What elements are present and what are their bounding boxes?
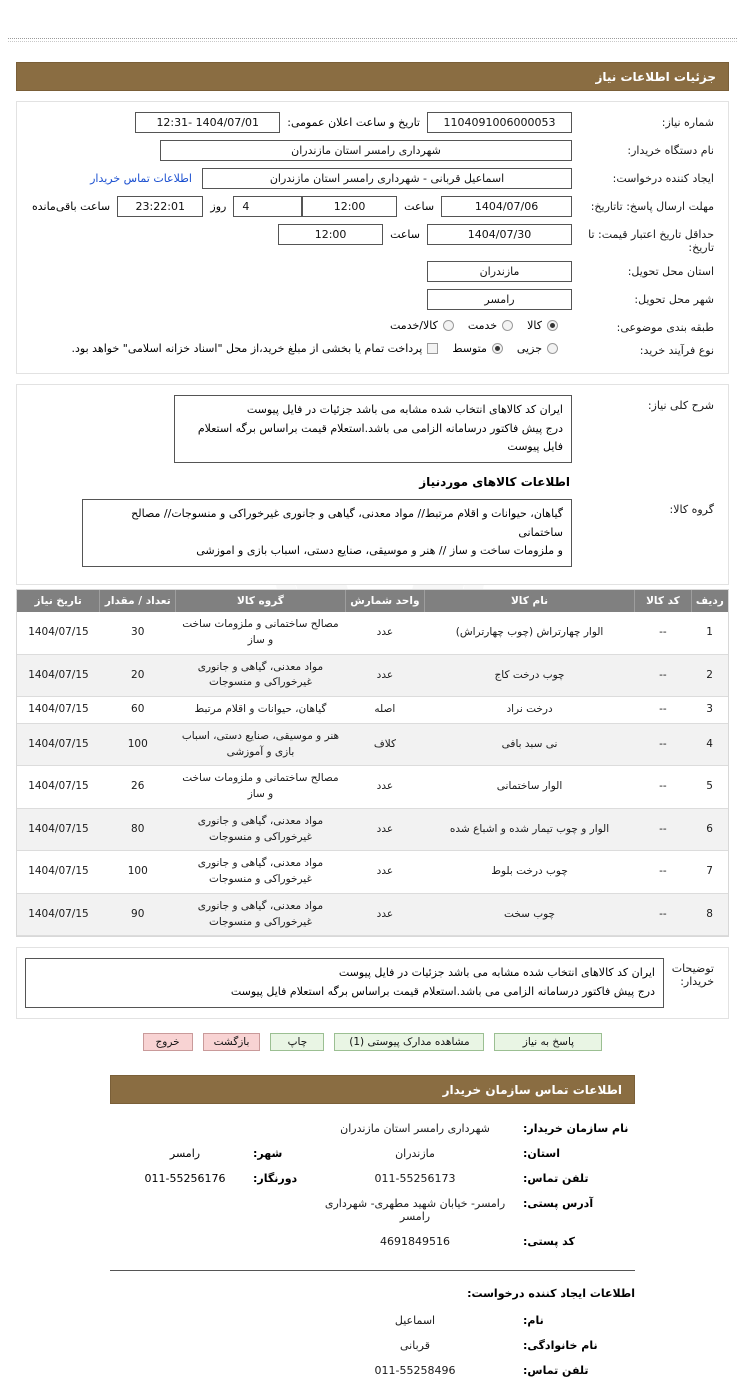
row-purchase-type xyxy=(25,340,720,357)
buyer-notes-line2: درج پیش فاکتور درسامانه الزامی می باشد.استعلام قیمت براساس برگه استعلام فایل پیوست xyxy=(230,985,655,999)
remaining-days-unit: روز xyxy=(210,200,227,213)
contact-row-postal xyxy=(110,1235,635,1248)
classification-option-khedmat[interactable] xyxy=(468,319,513,332)
deadline-hour-label: ساعت xyxy=(404,200,435,213)
cell-name: الوار ساختمانی xyxy=(424,766,634,809)
delivery-city-value: رامسر xyxy=(427,289,572,310)
contact-province-value: مازندران xyxy=(395,1146,435,1160)
table-row xyxy=(17,612,728,654)
column-header-unit: واحد شمارش xyxy=(345,590,424,612)
cell-radif: 5 xyxy=(691,766,728,809)
cell-date: 1404/07/15 xyxy=(17,808,100,851)
creator-info-title: اطلاعات ایجاد کننده درخواست: xyxy=(467,1286,635,1300)
creator-phone-value: 011-55258496 xyxy=(374,1363,456,1377)
cell-code: -- xyxy=(635,654,692,697)
cell-qty: 30 xyxy=(100,612,176,654)
cell-qty: 26 xyxy=(100,766,176,809)
cell-qty: 80 xyxy=(100,808,176,851)
need-number-label: شماره نیاز: xyxy=(661,116,714,129)
cell-radif: 3 xyxy=(691,697,728,724)
row-buyer-notes xyxy=(25,958,720,1007)
classification-option-kala-khedmat-label: کالا/خدمت xyxy=(390,319,438,332)
need-info-panel xyxy=(16,101,729,374)
cell-unit: عدد xyxy=(345,851,424,894)
goods-table xyxy=(17,590,728,936)
cell-radif: 8 xyxy=(691,893,728,936)
row-delivery-city xyxy=(25,289,720,310)
cell-code: -- xyxy=(635,723,692,766)
cell-group: هنر و موسیقی، صنایع دستی، اسباب بازی و آموزشی xyxy=(176,723,346,766)
buyer-contact-link[interactable]: اطلاعات تماس خریدار xyxy=(90,172,192,185)
need-details-header: جزئیات اطلاعات نیاز xyxy=(16,62,729,91)
price-validity-hour-label: ساعت xyxy=(390,228,420,241)
cell-date: 1404/07/15 xyxy=(17,766,100,809)
row-classification xyxy=(25,317,720,334)
delivery-province-value: مازندران xyxy=(427,261,572,282)
contact-fax-value: 011-55256176 xyxy=(144,1171,226,1185)
radio-icon-kala-khedmat[interactable] xyxy=(443,320,454,331)
buyer-notes-label-line2: خریدار: xyxy=(680,975,714,989)
cell-code: -- xyxy=(635,697,692,724)
contact-province-label: استان: xyxy=(523,1146,560,1160)
radio-icon-khedmat[interactable] xyxy=(502,320,513,331)
cell-name: الوار و چوب تیمار شده و اشباع شده xyxy=(424,808,634,851)
row-creator xyxy=(25,168,720,189)
creator-last-name-label: نام خانوادگی: xyxy=(523,1338,598,1352)
purchase-type-option-jozi-label: جزیی xyxy=(516,342,542,355)
cell-radif: 7 xyxy=(691,851,728,894)
announce-datetime-label: تاریخ و ساعت اعلان عمومی: xyxy=(287,116,420,129)
cell-group: مواد معدنی، گیاهی و جانوری غیرخوراکی و منسوجات xyxy=(176,851,346,894)
cell-date: 1404/07/15 xyxy=(17,612,100,654)
remaining-days-value: 4 xyxy=(233,196,302,217)
creator-first-name-label: نام: xyxy=(523,1313,544,1327)
cell-date: 1404/07/15 xyxy=(17,654,100,697)
announce-datetime-value: 1404/07/01 -12:31 xyxy=(135,112,280,133)
treasury-bond-label: پرداخت تمام یا بخشی از مبلغ خرید،از محل "اسناد خزانه اسلامی" خواهد بود. xyxy=(71,342,423,355)
need-description-label: شرح کلی نیاز: xyxy=(647,399,714,412)
cell-unit: عدد xyxy=(345,808,424,851)
cell-name: چوب درخت بلوط xyxy=(424,851,634,894)
cell-code: -- xyxy=(635,766,692,809)
creator-row-first-name xyxy=(110,1314,635,1327)
table-row xyxy=(17,654,728,697)
goods-group-value xyxy=(82,499,572,567)
cell-qty: 100 xyxy=(100,723,176,766)
row-need-description xyxy=(25,395,720,463)
cell-qty: 60 xyxy=(100,697,176,724)
row-goods-group xyxy=(25,499,720,567)
price-validity-time-value: 12:00 xyxy=(278,224,383,245)
delivery-province-label: استان محل تحویل: xyxy=(627,265,714,278)
cell-qty: 20 xyxy=(100,654,176,697)
action-button-3[interactable]: چاپ xyxy=(270,1033,324,1051)
cell-unit: عدد xyxy=(345,612,424,654)
purchase-type-option-motevaset-label: متوسط xyxy=(452,342,487,355)
row-delivery-province xyxy=(25,261,720,282)
goods-table-body xyxy=(17,612,728,936)
classification-option-kala-label: کالا xyxy=(527,319,542,332)
checkbox-icon-treasury-bond[interactable] xyxy=(427,343,438,354)
creator-row-last-name xyxy=(110,1339,635,1352)
contact-address-label: آدرس پستی: xyxy=(523,1196,594,1210)
column-header-code: کد کالا xyxy=(635,590,692,612)
goods-table-header-row xyxy=(17,590,728,612)
column-header-qty: تعداد / مقدار xyxy=(100,590,176,612)
cell-radif: 2 xyxy=(691,654,728,697)
action-button-1[interactable]: پاسخ به نیاز xyxy=(494,1033,602,1051)
creator-last-name-value: قربانی xyxy=(400,1338,430,1352)
creator-phone-label: تلفن تماس: xyxy=(523,1363,589,1377)
cell-name: نی سبد بافی xyxy=(424,723,634,766)
price-validity-label: حداقل تاریخ اعتبار قیمت: تا تاریخ: xyxy=(588,228,714,254)
deadline-time-value: 12:00 xyxy=(302,196,397,217)
creator-row-phone xyxy=(110,1364,635,1377)
price-validity-date-value: 1404/07/30 xyxy=(427,224,572,245)
need-description-value xyxy=(174,395,572,463)
cell-group: مصالح ساختمانی و ملزومات ساخت و ساز xyxy=(176,612,346,654)
cell-unit: عدد xyxy=(345,766,424,809)
classification-option-kala[interactable] xyxy=(527,319,558,332)
contact-postal-value: 4691849516 xyxy=(380,1234,450,1248)
action-button-2[interactable]: مشاهده مدارک پیوستی (1) xyxy=(334,1033,484,1051)
contact-city-label: شهر: xyxy=(253,1146,283,1160)
goods-group-label: گروه کالا: xyxy=(669,503,714,517)
column-header-radif: ردیف xyxy=(691,590,728,612)
contact-fax-label: دورنگار: xyxy=(253,1171,298,1185)
contact-city-value: رامسر xyxy=(169,1146,201,1160)
contact-phone-value: 011-55256173 xyxy=(374,1171,456,1185)
cell-radif: 1 xyxy=(691,612,728,654)
cell-code: -- xyxy=(635,851,692,894)
table-row xyxy=(17,723,728,766)
contact-phone-label: تلفن تماس: xyxy=(523,1171,589,1185)
radio-icon-kala[interactable] xyxy=(547,320,558,331)
countdown-label: ساعت باقی‌مانده xyxy=(31,200,111,213)
radio-icon-motevaset[interactable] xyxy=(492,343,503,354)
cell-qty: 90 xyxy=(100,893,176,936)
row-need-number xyxy=(25,112,720,133)
goods-group-line1: گیاهان، حیوانات و اقلام مرتبط// مواد معدنی، گیاهی و جانوری غیرخوراکی و منسوجات// مصالح ساختمانی xyxy=(131,507,563,539)
cell-group: مصالح ساختمانی و ملزومات ساخت و ساز xyxy=(176,766,346,809)
cell-code: -- xyxy=(635,612,692,654)
cell-qty: 100 xyxy=(100,851,176,894)
creator-info-section xyxy=(0,1314,745,1377)
cell-date: 1404/07/15 xyxy=(17,697,100,724)
radio-icon-jozi[interactable] xyxy=(547,343,558,354)
goods-table-wrapper xyxy=(16,589,729,937)
deadline-date-value: 1404/07/06 xyxy=(441,196,572,217)
cell-radif: 4 xyxy=(691,723,728,766)
buyer-notes-label xyxy=(664,958,720,988)
cell-code: -- xyxy=(635,893,692,936)
buyer-notes-panel xyxy=(16,947,729,1018)
contact-org-value: شهرداری رامسر استان مازندران xyxy=(340,1121,490,1135)
action-button-4[interactable]: بازگشت xyxy=(203,1033,261,1051)
cell-unit: کلاف xyxy=(345,723,424,766)
classification-option-kala-khedmat[interactable] xyxy=(390,319,454,332)
cell-group: مواد معدنی، گیاهی و جانوری غیرخوراکی و منسوجات xyxy=(176,808,346,851)
cell-name: چوب سخت xyxy=(424,893,634,936)
goods-group-line2: و ملزومات ساخت و ساز // هنر و موسیقی، صنایع دستی، اسباب بازی و اموزشی xyxy=(196,544,563,558)
contact-row-org xyxy=(110,1122,635,1135)
buyer-notes-value xyxy=(25,958,664,1007)
cell-unit: عدد xyxy=(345,654,424,697)
cell-date: 1404/07/15 xyxy=(17,723,100,766)
need-number-value: 1104091006000053 xyxy=(427,112,572,133)
contact-postal-label: کد پستی: xyxy=(523,1234,575,1248)
treasury-bond-checkbox-group[interactable] xyxy=(72,342,439,355)
cell-date: 1404/07/15 xyxy=(17,851,100,894)
buyer-notes-label-line1: توضیحات xyxy=(671,962,714,976)
cell-unit: عدد xyxy=(345,893,424,936)
contact-row-province-city xyxy=(110,1147,635,1160)
buyer-contact-header: اطلاعات تماس سازمان خریدار xyxy=(110,1075,635,1104)
classification-label: طبقه بندی موضوعی: xyxy=(616,321,714,334)
row-deadline xyxy=(25,196,720,217)
contact-row-phone-fax xyxy=(110,1172,635,1185)
buyer-org-label: نام دستگاه خریدار: xyxy=(627,144,714,157)
buyer-contact-section xyxy=(0,1122,745,1248)
cell-code: -- xyxy=(635,808,692,851)
top-divider xyxy=(8,38,737,42)
need-description-line2: درج پیش فاکتور درسامانه الزامی می باشد.استعلام قیمت براساس برگه استعلام فایل پیوست xyxy=(197,421,563,454)
table-row xyxy=(17,893,728,936)
buyer-org-value: شهرداری رامسر استان مازندران xyxy=(160,140,572,161)
cell-group: گیاهان، حیوانات و اقلام مرتبط xyxy=(176,697,346,724)
delivery-city-label: شهر محل تحویل: xyxy=(634,293,714,306)
table-row xyxy=(17,808,728,851)
cell-group: مواد معدنی، گیاهی و جانوری غیرخوراکی و منسوجات xyxy=(176,654,346,697)
table-row xyxy=(17,851,728,894)
table-row xyxy=(17,697,728,724)
cell-unit: اصله xyxy=(345,697,424,724)
goods-section-title: اطلاعات کالاهای موردنیاز xyxy=(419,475,570,490)
contact-org-label: نام سازمان خریدار: xyxy=(523,1121,629,1135)
cell-group: مواد معدنی، گیاهی و جانوری غیرخوراکی و منسوجات xyxy=(176,893,346,936)
creator-label: ایجاد کننده درخواست: xyxy=(612,172,714,185)
cell-name: درخت نراد xyxy=(424,697,634,724)
creator-first-name-value: اسماعیل xyxy=(394,1313,436,1327)
row-buyer-org xyxy=(25,140,720,161)
classification-option-khedmat-label: خدمت xyxy=(467,319,498,332)
cell-name: چوب درخت کاج xyxy=(424,654,634,697)
goods-table-head xyxy=(17,590,728,612)
creator-value: اسماعیل قربانی - شهرداری رامسر استان مازندران xyxy=(202,168,572,189)
contact-row-address xyxy=(110,1197,635,1223)
purchase-type-option-jozi[interactable] xyxy=(517,342,558,355)
contact-address-value: رامسر- خیابان شهید مطهری- شهرداری رامسر xyxy=(324,1196,506,1223)
row-price-validity xyxy=(25,224,720,254)
cell-name: الوار چهارتراش (چوب چهارتراش) xyxy=(424,612,634,654)
column-header-date: تاریخ نیاز xyxy=(17,590,100,612)
column-header-group: گروه کالا xyxy=(176,590,346,612)
cell-radif: 6 xyxy=(691,808,728,851)
action-button-bar xyxy=(0,1033,745,1051)
action-button-5[interactable]: خروج xyxy=(143,1033,193,1051)
purchase-type-option-motevaset[interactable] xyxy=(452,342,503,355)
countdown-value: 23:22:01 xyxy=(117,196,203,217)
section-divider xyxy=(110,1270,635,1271)
goods-info-panel xyxy=(16,384,729,585)
purchase-type-label: نوع فرآیند خرید: xyxy=(639,344,714,357)
table-row xyxy=(17,766,728,809)
deadline-label: مهلت ارسال پاسخ: تاتاریخ: xyxy=(590,200,714,213)
need-description-line1: ایران کد کالاهای انتخاب شده مشابه می باشد جزئیات در فایل پیوست xyxy=(246,403,563,416)
buyer-notes-line1: ایران کد کالاهای انتخاب شده مشابه می باشد جزئیات در فایل پیوست xyxy=(338,966,655,980)
cell-date: 1404/07/15 xyxy=(17,893,100,936)
column-header-name: نام کالا xyxy=(424,590,634,612)
